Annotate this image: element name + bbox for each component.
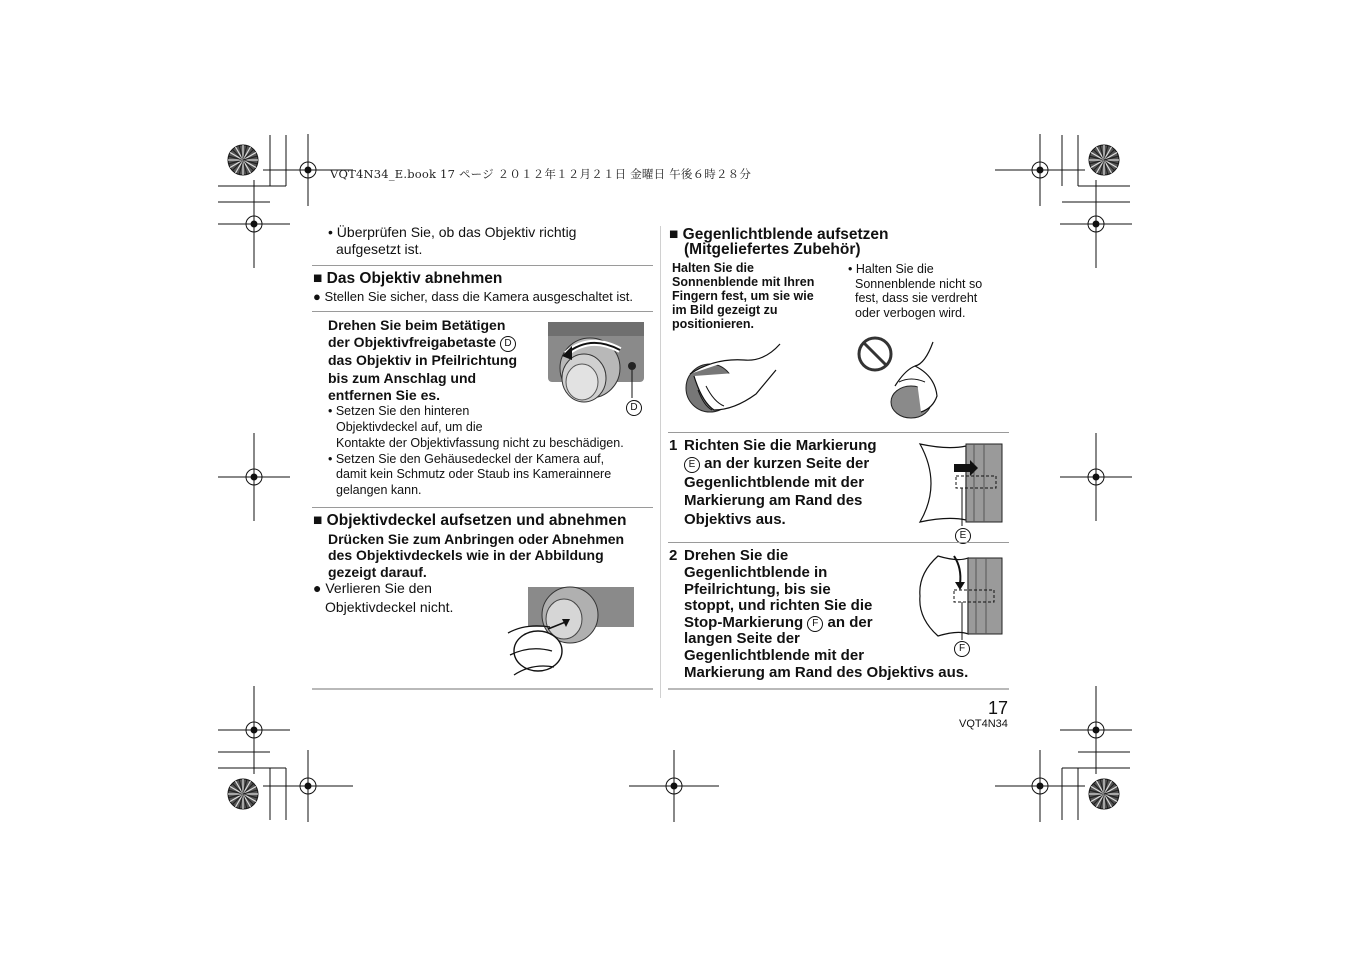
section1-bullet: ● Stellen Sie sicher, dass die Kamera ausgeschaltet ist. — [313, 289, 634, 304]
divider — [312, 688, 653, 690]
instr-line: entfernen Sie es. — [328, 387, 441, 403]
step-1-line: Gegenlichtblende mit der — [684, 474, 865, 491]
note-line: damit kein Schmutz oder Staub ins Kamerainnere — [336, 467, 612, 481]
column-separator — [660, 226, 661, 698]
marker-f: F — [807, 616, 823, 632]
hood-hold-correct-illustration — [684, 340, 784, 416]
section-title-remove-lens: ■ Das Objektiv abnehmen — [313, 270, 503, 287]
marker-d: D — [500, 336, 516, 352]
page-number: 17 — [988, 698, 1009, 718]
note-line: gelangen kann. — [336, 483, 422, 497]
step-1-line: Objektivs aus. — [684, 511, 786, 528]
warn-line: Sonnenblende nicht so — [855, 277, 983, 291]
divider — [312, 507, 653, 508]
instr-line: gezeigt darauf. — [328, 564, 427, 580]
note-line: Kontakte der Objektivfassung nicht zu beschädigen. — [336, 436, 624, 450]
instr-line: das Objektiv in Pfeilrichtung — [328, 352, 518, 368]
hold-line: Sonnenblende mit Ihren — [672, 275, 815, 289]
step-2-line: Gegenlichtblende in — [684, 564, 828, 581]
instr-line: bis zum Anschlag und — [328, 370, 477, 386]
hold-line: Fingern fest, um sie wie — [672, 289, 814, 303]
marker-e: E — [684, 457, 700, 473]
hold-line: positionieren. — [672, 317, 754, 331]
document-code: VQT4N34 — [959, 718, 1008, 730]
step-2-line: Pfeilrichtung, bis sie — [684, 581, 831, 598]
bullet-line: Objektivdeckel nicht. — [325, 599, 454, 615]
warn-line: oder verbogen wird. — [855, 306, 966, 320]
figure-marker-e: E — [955, 528, 971, 544]
hood-rotate-illustration — [918, 552, 1006, 640]
file-header: VQT4N34_E.book 17 ページ ２０１２年１２月２１日 金曜日 午後６時２８分 — [330, 167, 752, 181]
divider — [312, 265, 653, 266]
note-line: • Setzen Sie den Gehäusedeckel der Kamera auf, — [328, 452, 605, 466]
step-1-number: 1 — [669, 437, 678, 454]
step-1-line: Richten Sie die Markierung — [684, 437, 877, 454]
note-line: • Setzen Sie den hinteren — [328, 404, 470, 418]
step-2-line: Gegenlichtblende mit der — [684, 647, 865, 664]
hood-hold-incorrect-illustration — [855, 336, 965, 422]
warn-line: • Halten Sie die — [848, 262, 934, 276]
step-2-line: langen Seite der — [684, 630, 800, 647]
lens-cap-illustration — [504, 585, 636, 680]
warn-line: fest, dass sie verdreht — [855, 291, 978, 305]
section-title-hood-2: (Mitgeliefertes Zubehör) — [684, 241, 861, 258]
hood-align-illustration — [918, 440, 1006, 526]
step-2-line: Drehen Sie die — [684, 547, 789, 564]
divider — [668, 432, 1009, 433]
step-1-line: E an der kurzen Seite der — [684, 455, 869, 474]
divider — [668, 688, 1009, 690]
instr-line: der Objektivfreigabetaste D — [328, 334, 516, 352]
step-2-line: Stop-Markierung F an der — [684, 614, 873, 631]
instr-line: Drehen Sie beim Betätigen — [328, 317, 506, 333]
step-2-number: 2 — [669, 547, 678, 564]
section-title-hood: ■ Gegenlichtblende aufsetzen — [669, 226, 889, 243]
step-1-line: Markierung am Rand des — [684, 492, 863, 509]
instr-line: Drücken Sie zum Anbringen oder Abnehmen — [328, 531, 625, 547]
note-line: Objektivdeckel auf, um die — [336, 420, 483, 434]
check-bullet-cont: aufgesetzt ist. — [336, 241, 423, 257]
check-bullet: • Überprüfen Sie, ob das Objektiv richtig — [328, 224, 577, 240]
section-title-lens-cap: ■ Objektivdeckel aufsetzen und abnehmen — [313, 512, 627, 529]
bullet-line: ● Verlieren Sie den — [313, 580, 432, 596]
step-2-line: Markierung am Rand des Objektivs aus. — [684, 664, 969, 681]
divider — [668, 542, 1009, 543]
figure-marker-d: D — [626, 400, 642, 416]
figure-marker-f: F — [954, 641, 970, 657]
hold-line: Halten Sie die — [672, 261, 754, 275]
step-2-line: stoppt, und richten Sie die — [684, 597, 873, 614]
instr-line: des Objektivdeckels wie in der Abbildung — [328, 547, 604, 563]
divider — [312, 311, 653, 312]
hold-line: im Bild gezeigt zu — [672, 303, 778, 317]
